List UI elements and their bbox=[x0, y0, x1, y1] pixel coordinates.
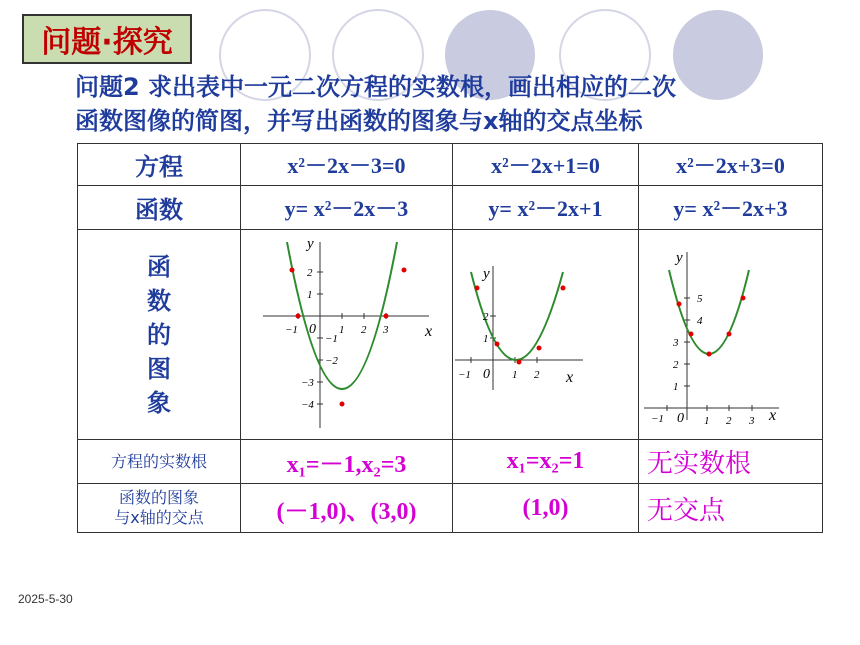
parabola-graph-1 bbox=[241, 230, 451, 434]
y-tick-label: 2 bbox=[307, 267, 313, 279]
table-row-equation bbox=[78, 144, 823, 186]
y-tick-label: 3 bbox=[673, 337, 679, 349]
roots-label: 方程的实数根 bbox=[78, 440, 241, 484]
x-axis-label: x bbox=[566, 369, 574, 386]
graph-label-char: 数 bbox=[147, 286, 171, 315]
x-tick-label: 1 bbox=[339, 324, 345, 336]
x-tick-label: 3 bbox=[383, 324, 389, 336]
graph-label-char: 象 bbox=[147, 388, 171, 417]
function-cell: y= x²－2x－3 bbox=[241, 186, 453, 230]
section-title: 问题·探究 bbox=[41, 25, 173, 60]
x-tick-label: 1 bbox=[704, 415, 710, 427]
roots-cell: x₁=－1,x₂=3 bbox=[241, 440, 453, 484]
graph-label-char: 函 bbox=[147, 252, 171, 281]
x-axis-label: x bbox=[769, 407, 777, 424]
intersect-cell: (1,0) bbox=[453, 484, 639, 533]
x-axis-label: x bbox=[425, 323, 433, 340]
y-tick-label: 1 bbox=[673, 381, 679, 393]
table-row-intersections bbox=[78, 484, 823, 533]
equation-cell: x²－2x+3=0 bbox=[639, 144, 823, 186]
x-tick-label: 2 bbox=[534, 369, 540, 381]
y-tick-label: 1 bbox=[483, 333, 489, 345]
graph-cell-1 bbox=[241, 230, 453, 440]
graph-label bbox=[78, 230, 241, 440]
table-row-roots bbox=[78, 440, 823, 484]
y-axis-label: y bbox=[307, 236, 314, 252]
y-tick-label: 4 bbox=[697, 315, 703, 327]
graph-label-char: 图 bbox=[147, 354, 171, 383]
y-tick-label: 2 bbox=[483, 311, 489, 323]
slide-date: 2025-5-30 bbox=[18, 592, 73, 606]
roots-cell: 无实数根 bbox=[639, 440, 823, 484]
graph-cell-3 bbox=[639, 230, 823, 440]
parabola-graph-2 bbox=[453, 230, 637, 434]
question-line-2: 函数图像的简图，并写出函数的图象与x轴的交点坐标 bbox=[75, 107, 643, 135]
origin-label: 0 bbox=[677, 411, 684, 426]
graph-cell-2 bbox=[453, 230, 639, 440]
x-tick-label: 2 bbox=[726, 415, 732, 427]
y-tick-label: 2 bbox=[673, 359, 679, 371]
y-tick-label: −3 bbox=[301, 377, 314, 389]
y-tick-label: 1 bbox=[307, 289, 313, 301]
question-line-1: 问题2 求出表中一元二次方程的实数根，画出相应的二次 bbox=[75, 73, 677, 101]
x-tick-label: 3 bbox=[749, 415, 755, 427]
parabola-graph-3 bbox=[639, 230, 821, 434]
section-title-box bbox=[22, 14, 192, 64]
origin-label: 0 bbox=[483, 367, 490, 382]
equation-cell: x²－2x+1=0 bbox=[453, 144, 639, 186]
function-label: 函数 bbox=[78, 186, 241, 230]
function-cell: y= x²－2x+3 bbox=[639, 186, 823, 230]
y-tick-label: 5 bbox=[697, 293, 703, 305]
y-tick-label: −4 bbox=[301, 399, 314, 411]
origin-label: 0 bbox=[309, 322, 316, 337]
intersect-label-line: 与x轴的交点 bbox=[114, 508, 204, 527]
quadratic-table bbox=[77, 143, 823, 533]
y-axis-label: y bbox=[483, 266, 490, 282]
table-row-graph bbox=[78, 230, 823, 440]
equation-cell: x²－2x－3=0 bbox=[241, 144, 453, 186]
table-row-function bbox=[78, 186, 823, 230]
y-tick-label: −2 bbox=[325, 355, 338, 367]
graph-label-char: 的 bbox=[147, 320, 171, 349]
x-tick-label: −1 bbox=[285, 324, 298, 336]
x-tick-label: 1 bbox=[512, 369, 518, 381]
intersect-label-line: 函数的图象 bbox=[118, 488, 199, 507]
y-tick-label: −1 bbox=[325, 333, 338, 345]
function-cell: y= x²－2x+1 bbox=[453, 186, 639, 230]
intersect-cell: (－1,0)、(3,0) bbox=[241, 484, 453, 533]
y-axis-label: y bbox=[676, 250, 683, 266]
roots-cell: x₁=x₂=1 bbox=[453, 440, 639, 484]
x-tick-label: −1 bbox=[458, 369, 471, 381]
x-tick-label: 2 bbox=[361, 324, 367, 336]
intersect-cell: 无交点 bbox=[639, 484, 823, 533]
equation-label: 方程 bbox=[78, 144, 241, 186]
x-tick-label: −1 bbox=[651, 413, 664, 425]
intersect-label bbox=[78, 484, 241, 533]
